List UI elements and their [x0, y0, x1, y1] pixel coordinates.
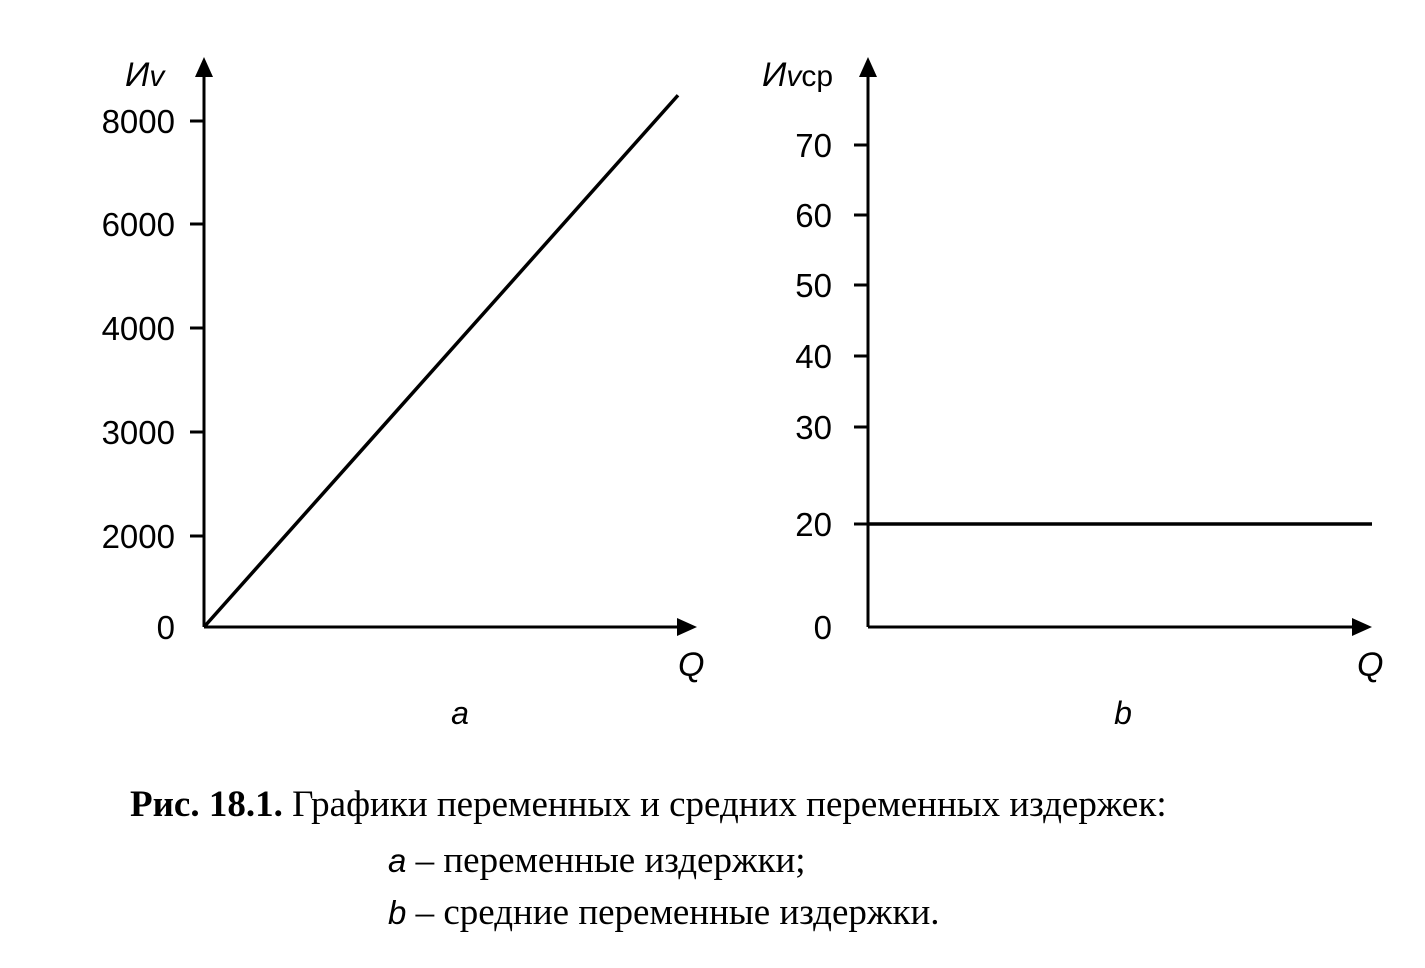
caption-text-a: – переменные издержки;: [415, 840, 806, 881]
y-tick-label: 8000: [101, 103, 175, 140]
y-tick-label: 70: [795, 127, 832, 164]
y-tick-label: 6000: [101, 206, 175, 243]
y-tick-label: 2000: [101, 518, 175, 555]
y-axis-label: Иvср: [762, 56, 834, 94]
y-tick-label: 40: [795, 338, 832, 375]
y-tick-label: 20: [795, 506, 832, 543]
x-axis-label: Q: [1357, 646, 1384, 684]
caption-text-b: – средние переменные издержки.: [415, 892, 940, 933]
chart-panel-a: [102, 56, 705, 731]
panel-label: b: [1114, 695, 1132, 731]
y-tick-label: 50: [795, 267, 832, 304]
y-axis-arrow: [859, 57, 877, 77]
x-axis-arrow: [1352, 618, 1372, 636]
caption-line-a: [388, 842, 806, 879]
chart-panel-b: [762, 56, 1383, 731]
x-axis-label: Q: [678, 646, 705, 684]
y-tick-label: 0: [813, 609, 832, 646]
panel-label: a: [451, 695, 469, 731]
x-axis-arrow: [677, 618, 697, 636]
figure-number: Рис. 18.1.: [130, 784, 283, 825]
caption-letter-a: a: [388, 842, 407, 879]
caption-letter-b: b: [388, 894, 407, 931]
y-axis-label: Иv: [125, 56, 165, 94]
y-tick-label: 0: [156, 609, 175, 646]
caption-line-b: [388, 894, 940, 931]
y-axis-arrow: [195, 57, 213, 77]
y-tick-label: 30: [795, 409, 832, 446]
series-line: [204, 95, 678, 627]
caption-title: Графики переменных и средних переменных издержек:: [292, 784, 1167, 825]
caption-title-line: [130, 786, 1167, 823]
y-tick-label: 3000: [101, 414, 175, 451]
y-tick-label: 4000: [101, 310, 175, 347]
y-tick-label: 60: [795, 197, 832, 234]
